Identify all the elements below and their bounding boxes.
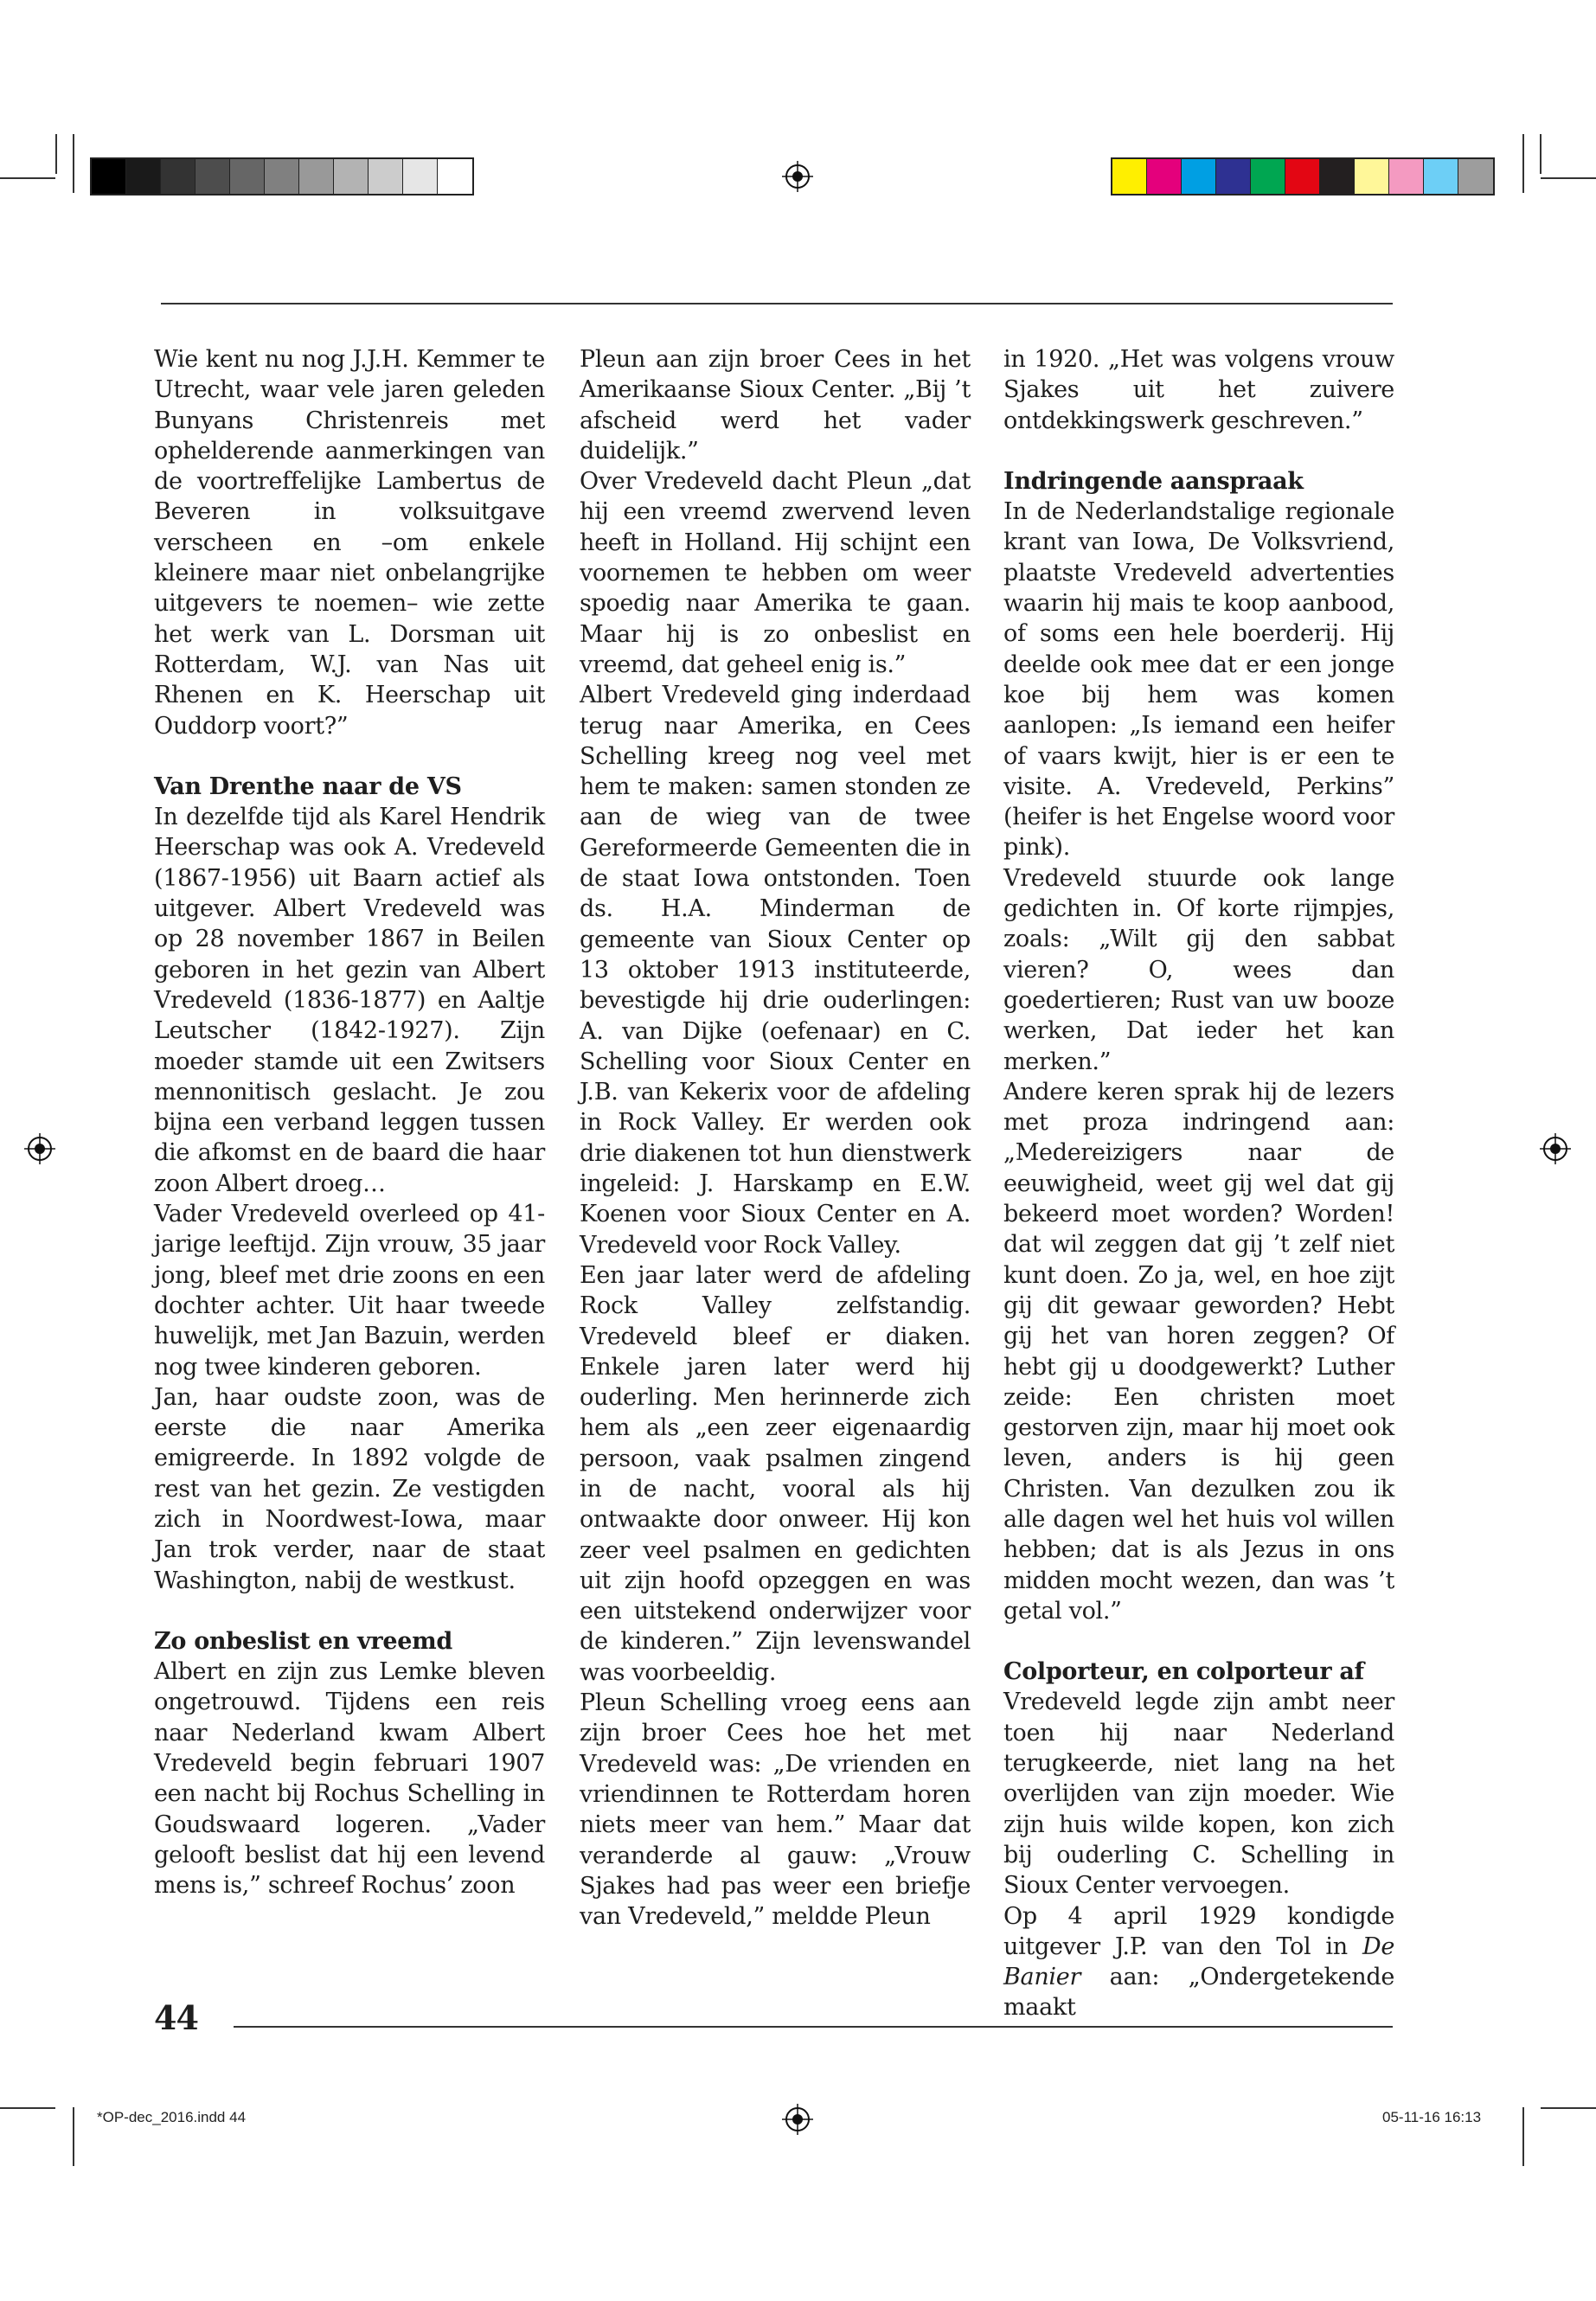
page-number: 44 xyxy=(154,1998,198,2037)
paragraph: Vader Vredeveld overleed op 41-jarige leeftijd. Zijn vrouw, 35 jaar jong, bleef met drie zoons en een dochter achter. Uit haar tweede huwelijk, met Jan Bazuin, werden nog twee kinderen geboren. xyxy=(154,1201,545,1381)
paragraph: Over Vredeveld dacht Pleun „dat hij een vreemd zwervend leven heeft in Holland. Hij schijnt een voornemen te hebben om weer spoedig naar Amerika te gaan. Maar hij is zo onbeslist en vreemd, dat geheel enig is.” xyxy=(580,468,971,678)
grayscale-swatch xyxy=(92,159,126,194)
process-color-swatch xyxy=(1320,159,1355,194)
crop-mark xyxy=(0,177,55,179)
paragraph: Albert Vredeveld ging inderdaad terug naar Amerika, en Cees Schelling kreeg nog veel met hem te maken: samen stonden ze aan de wieg van de twee Gereformeerde Gemeenten die in de staat Iowa ontstonden. Toen ds. H.A. Minderman de gemeente van Sioux Center op 13 oktober 1913 instituteerde, bevestigde hij drie ouderlingen: A. van Dijke (oefenaar) en C. Schelling voor Sioux Center en J.B. van Kekerix voor de afdeling in Rock Valley. Er werden ook drie diakenen tot hun dienstwerk ingeleid: J. Harskamp en E.W. Koenen voor Sioux Center en A. Vredeveld voor Rock Valley. xyxy=(580,682,971,1259)
section-heading: Van Drenthe naar de VS xyxy=(154,772,462,800)
paragraph: Andere keren sprak hij de lezers met proza indringend aan: „Medereizigers naar de eeuwigheid, weet gij wel dat gij bekeerd moet worden? Worden! dat wil zeggen dat gij ’t zelf niet kunt doen. Zo ja, wel, en hoe zijt gij dit gewaar geworden? Hebt gij het van horen zeggen? Of hebt gij u doodgewerkt? Luther zeide: Een christen moet gestorven zijn, maar hij moet ook leven, anders is hij geen Christen. Van dezulken zou ik alle dagen wel het huis vol willen hebben; dat is als Jezus in ons midden mocht wezen, dan was ’t getal vol.” xyxy=(1003,1078,1394,1625)
crop-mark xyxy=(1522,134,1524,193)
crop-mark xyxy=(55,134,57,174)
paragraph: Pleun Schelling vroeg eens aan zijn broer Cees hoe het met Vredeveld was: „De vrienden en vriendinnen te Rotterdam horen niets meer van hem.” Maar dat veranderde al gauw: „Vrouw Sjakes had pas weer een briefje van Vredeveld,” meldde Pleun xyxy=(580,1689,971,1931)
grayscale-swatch xyxy=(438,159,472,194)
grayscale-swatch xyxy=(230,159,265,194)
process-color-bar xyxy=(1111,157,1495,195)
publication-title: De Banier xyxy=(1003,1932,1394,1991)
grayscale-swatch xyxy=(299,159,334,194)
paragraph: Een jaar later werd de afdeling Rock Valley zelfstandig. Vredeveld bleef er diaken. Enkele jaren later werd hij ouderling. Men herinnerde zich hem als „een zeer eigenaardig persoon, vaak psalmen zingend in de nacht, vooral als hij ontwaakte door onweer. Hij kon zeer veel psalmen en gedichten uit zijn hoofd opzeggen en was een uitstekend onderwijzer voor de kinderen.” Zijn levenswandel was voorbeeldig. xyxy=(580,1261,971,1686)
text-column-2 xyxy=(580,344,971,1936)
paragraph-text: Op 4 april 1929 kondigde uitgever J.P. van den Tol in xyxy=(1003,1902,1394,1960)
process-color-swatch xyxy=(1251,159,1285,194)
paragraph: Pleun aan zijn broer Cees in het Amerikaanse Sioux Center. „Bij ’t afscheid werd het vader duidelijk.” xyxy=(580,346,971,465)
section-heading: Indringende aanspraak xyxy=(1003,467,1304,495)
paragraph-text: aan: „Ondergetekende maakt xyxy=(1003,1964,1394,2022)
paragraph: Wie kent nu nog J.J.H. Kemmer te Utrecht, waar vele jaren geleden Bunyans Christenreis met ophelderende aanmerkingen van de voortreffelijke Lambertus de Beveren in volksuitgave verscheen en –om enkele kleinere maar niet onbelangrijke uitgevers te noemen– wie zette het werk van L. Dorsman uit Rotterdam, W.J. van Nas uit Rhenen en K. Heerschap uit Ouddorp voort?” xyxy=(154,346,545,740)
crop-mark xyxy=(1522,2107,1524,2166)
grayscale-color-bar xyxy=(90,157,474,195)
paragraph: In dezelfde tijd als Karel Hendrik Heerschap was ook A. Vredeveld (1867-1956) uit Baarn actief als uitgever. Albert Vredeveld was op 28 november 1867 in Beilen geboren in het gezin van Albert Vredeveld (1836-1877) en Aaltje Leutscher (1842-1927). Zijn moeder stamde uit een Zwitsers mennonitisch geslacht. Je zou bijna een verband leggen tussen die afkomst en de baard die haar zoon Albert droeg… xyxy=(154,804,545,1197)
registration-mark-icon xyxy=(24,1133,55,1164)
process-color-swatch xyxy=(1389,159,1424,194)
registration-mark-icon xyxy=(782,2104,813,2135)
process-color-swatch xyxy=(1216,159,1251,194)
process-color-swatch xyxy=(1112,159,1147,194)
grayscale-swatch xyxy=(403,159,438,194)
crop-mark xyxy=(1541,177,1596,179)
paragraph: Vredeveld legde zijn ambt neer toen hij naar Nederland terugkeerde, niet lang na het overlijden van zijn moeder. Wie zijn huis wilde kopen, kon zich bij ouderling C. Schelling in Sioux Center vervoegen. xyxy=(1003,1689,1394,1900)
crop-mark xyxy=(1540,134,1542,174)
grayscale-swatch xyxy=(161,159,195,194)
grayscale-swatch xyxy=(369,159,403,194)
section-heading: Colporteur, en colporteur af xyxy=(1003,1658,1364,1686)
process-color-swatch xyxy=(1424,159,1458,194)
grayscale-swatch xyxy=(126,159,161,194)
registration-mark-icon xyxy=(1540,1133,1571,1164)
text-column-1 xyxy=(154,344,545,1936)
process-color-swatch xyxy=(1458,159,1493,194)
crop-mark xyxy=(73,134,74,193)
process-color-swatch xyxy=(1285,159,1320,194)
process-color-swatch xyxy=(1147,159,1182,194)
footer-rule xyxy=(234,2026,1393,2028)
slug-file-name: *OP-dec_2016.indd 44 xyxy=(97,2109,247,2125)
paragraph: in 1920. „Het was volgens vrouw Sjakes uit het zuivere ontdekkingswerk geschreven.” xyxy=(1003,346,1394,434)
header-rule xyxy=(161,303,1393,304)
paragraph: Vredeveld stuurde ook lange gedichten in. Of korte rijmpjes, zoals: „Wilt gij den sabbat vieren? O, wees dan goedertieren; Rust van uw booze werken, Dat ieder het kan merken.” xyxy=(1003,864,1394,1075)
process-color-swatch xyxy=(1355,159,1389,194)
grayscale-swatch xyxy=(265,159,299,194)
paragraph xyxy=(1003,1901,1394,2023)
registration-mark-icon xyxy=(782,161,813,192)
paragraph: Jan, haar oudste zoon, was de eerste die naar Amerika emigreerde. In 1892 volgde de rest van het gezin. Ze vestigden zich in Noordwest-Iowa, maar Jan trok verder, naar de staat Washington, nabij de westkust. xyxy=(154,1383,545,1594)
paragraph: In de Nederlandstalige regionale krant van Iowa, De Volksvriend, plaatste Vredeveld advertenties waarin hij mais te koop aanbood, of soms een hele boerderij. Hij deelde ook mee dat er een jonge koe bij hem was komen aanlopen: „Is iemand een heifer of vaars kwijt, hier is er een te visite. A. Vredeveld, Perkins” (heifer is het Engelse woord voor pink). xyxy=(1003,498,1394,862)
process-color-swatch xyxy=(1182,159,1216,194)
text-column-3 xyxy=(1003,344,1394,2022)
grayscale-swatch xyxy=(334,159,369,194)
crop-mark xyxy=(1541,2107,1596,2109)
paragraph: Albert en zijn zus Lemke bleven ongetrouwd. Tijdens een reis naar Nederland kwam Albert Vredeveld begin februari 1907 een nacht bij Rochus Schelling in Goudswaard logeren. „Vader gelooft beslist dat hij een levend mens is,” schreef Rochus’ zoon xyxy=(154,1658,545,1900)
slug-date-time: 05-11-16 16:13 xyxy=(1382,2109,1482,2125)
grayscale-swatch xyxy=(195,159,230,194)
crop-mark xyxy=(73,2107,74,2166)
section-heading: Zo onbeslist en vreemd xyxy=(154,1627,452,1655)
crop-mark xyxy=(0,2107,55,2109)
